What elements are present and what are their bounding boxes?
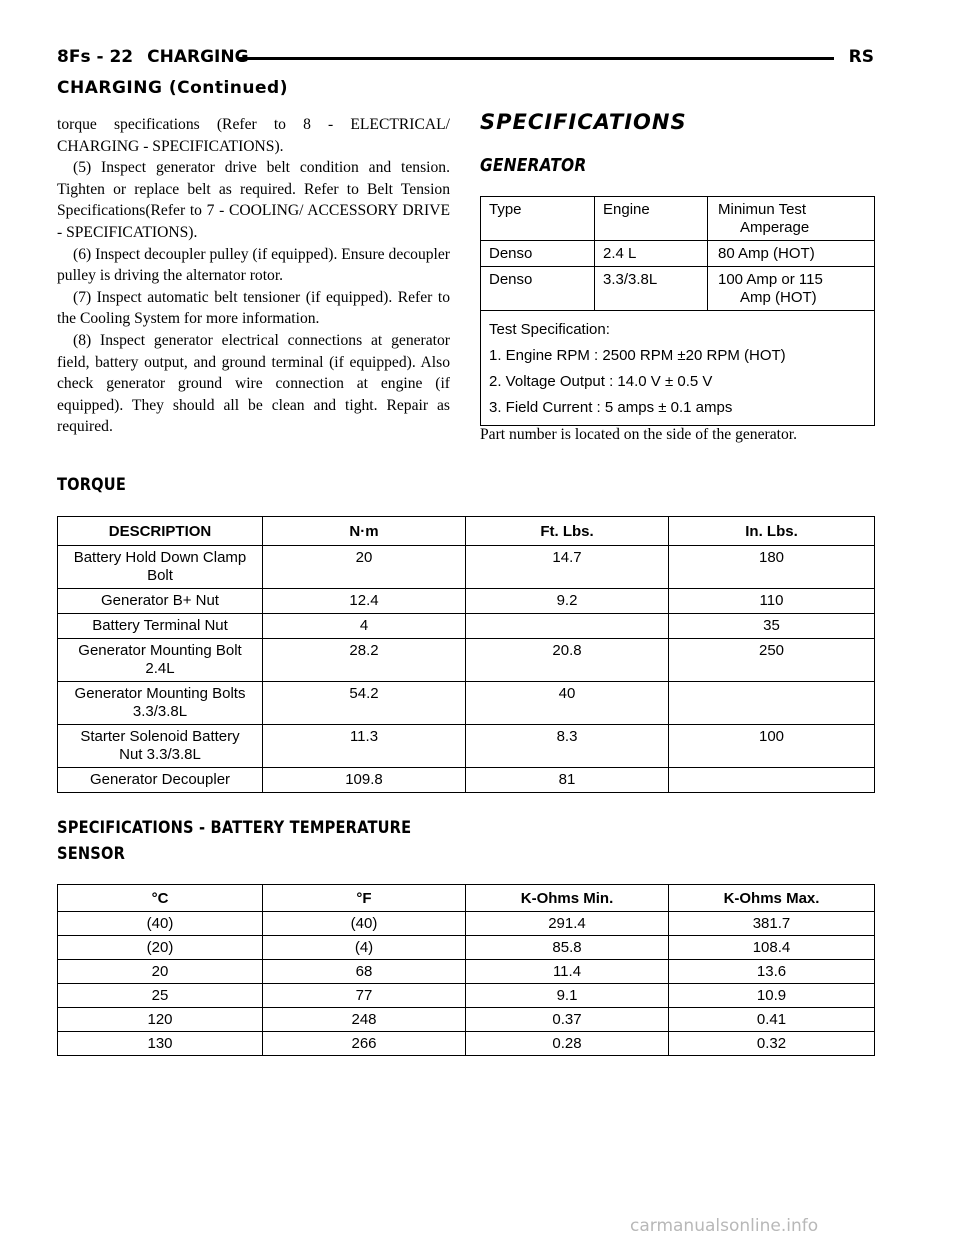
cell-line: Generator Mounting Bolts	[74, 685, 246, 702]
cell-line: 2.4L	[145, 660, 175, 677]
table-cell	[58, 546, 263, 589]
spec-line: Test Specification:	[489, 321, 610, 338]
table-row	[481, 267, 875, 311]
table-cell: 20.8	[466, 639, 669, 682]
table-cell: 0.41	[669, 1008, 875, 1032]
table-cell: 250	[669, 639, 875, 682]
table-row	[58, 614, 875, 639]
table-header-row	[58, 885, 875, 912]
table-cell	[58, 639, 263, 682]
table-cell: 28.2	[263, 639, 466, 682]
table-cell: Type	[481, 197, 595, 241]
column-header: K-Ohms Min.	[466, 885, 669, 912]
table-cell	[708, 267, 875, 311]
table-cell: 11.4	[466, 960, 669, 984]
table-cell: 8.3	[466, 725, 669, 768]
table-cell: 248	[263, 1008, 466, 1032]
cell-line: Nut 3.3/3.8L	[119, 746, 201, 763]
table-cell: 12.4	[263, 589, 466, 614]
table-cell: 81	[466, 768, 669, 793]
spec-line: 1. Engine RPM : 2500 RPM ±20 RPM (HOT)	[489, 347, 786, 364]
column-header: N·m	[263, 517, 466, 546]
table-cell: 14.7	[466, 546, 669, 589]
table-cell: 381.7	[669, 912, 875, 936]
paragraph: torque specifications (Refer to 8 - ELECTRICAL/ CHARGING - SPECIFICATIONS).	[57, 116, 450, 155]
table-cell: 77	[263, 984, 466, 1008]
paragraph: (6) Inspect decoupler pulley (if equipped). Ensure decoupler pulley is driving the alternator rotor.	[57, 245, 450, 285]
table-cell: 10.9	[669, 984, 875, 1008]
table-row	[58, 936, 875, 960]
column-header: DESCRIPTION	[58, 517, 263, 546]
torque-heading: TORQUE	[57, 475, 126, 495]
column-header: °F	[263, 885, 466, 912]
paragraph: (8) Inspect generator electrical connections at generator field, battery output, and ground terminal (if equipped). Also check generator ground wire connection at engine (if equipped). They should all be clean and tight. Repair as required.	[57, 331, 450, 436]
table-cell: 3.3/3.8L	[595, 267, 708, 311]
table-cell: 54.2	[263, 682, 466, 725]
table-cell: 80 Amp (HOT)	[708, 241, 875, 267]
table-cell: 85.8	[466, 936, 669, 960]
table-cell: 20	[58, 960, 263, 984]
table-cell: Engine	[595, 197, 708, 241]
table-cell: Generator B+ Nut	[58, 589, 263, 614]
column-header: °C	[58, 885, 263, 912]
table-cell: 291.4	[466, 912, 669, 936]
table-cell: 0.32	[669, 1032, 875, 1056]
table-cell: (4)	[263, 936, 466, 960]
table-cell: 0.28	[466, 1032, 669, 1056]
table-cell: 20	[263, 546, 466, 589]
table-row	[58, 639, 875, 682]
table-cell: Denso	[481, 241, 595, 267]
table-cell: 180	[669, 546, 875, 589]
header-left	[57, 47, 249, 67]
table-cell: 0.37	[466, 1008, 669, 1032]
header-rule	[237, 57, 834, 60]
table-row	[58, 725, 875, 768]
cell-line: Minimun Test	[718, 201, 807, 218]
table-row	[58, 1008, 875, 1032]
continued-heading: CHARGING (Continued)	[57, 78, 288, 98]
table-cell	[481, 311, 875, 426]
table-cell: 266	[263, 1032, 466, 1056]
table-row	[58, 1032, 875, 1056]
table-row	[58, 984, 875, 1008]
cell-line: Starter Solenoid Battery	[80, 728, 240, 745]
table-cell: 9.2	[466, 589, 669, 614]
table-cell: 2.4 L	[595, 241, 708, 267]
generator-note: Part number is located on the side of the generator.	[480, 426, 797, 443]
table-cell	[669, 682, 875, 725]
table-cell	[669, 768, 875, 793]
table-row	[58, 768, 875, 793]
heading-line: SPECIFICATIONS - BATTERY TEMPERATURE	[57, 818, 412, 838]
table-cell: 13.6	[669, 960, 875, 984]
table-cell: 35	[669, 614, 875, 639]
torque-table	[57, 516, 875, 793]
table-row	[481, 241, 875, 267]
table-cell: (40)	[263, 912, 466, 936]
generator-table	[480, 196, 875, 426]
table-row	[58, 546, 875, 589]
table-cell: 11.3	[263, 725, 466, 768]
header-tag: RS	[848, 47, 874, 67]
table-cell	[466, 614, 669, 639]
table-cell: (40)	[58, 912, 263, 936]
page-header	[57, 47, 874, 73]
table-cell: 100	[669, 725, 875, 768]
table-header-row	[58, 517, 875, 546]
table-row	[58, 682, 875, 725]
table-cell: 120	[58, 1008, 263, 1032]
column-header: K-Ohms Max.	[669, 885, 875, 912]
generator-heading: GENERATOR	[480, 155, 587, 176]
table-cell: 68	[263, 960, 466, 984]
table-cell: 25	[58, 984, 263, 1008]
table-header-row	[481, 197, 875, 241]
table-row	[58, 960, 875, 984]
table-cell: (20)	[58, 936, 263, 960]
column-header: In. Lbs.	[669, 517, 875, 546]
battery-sensor-table	[57, 884, 875, 1056]
spec-line: 2. Voltage Output : 14.0 V ± 0.5 V	[489, 373, 713, 390]
left-column-text	[57, 114, 450, 438]
table-cell: Generator Decoupler	[58, 768, 263, 793]
cell-line: 3.3/3.8L	[132, 703, 188, 720]
spec-line: 3. Field Current : 5 amps ± 0.1 amps	[489, 399, 733, 416]
specifications-heading: SPECIFICATIONS	[480, 110, 687, 134]
paragraph: (5) Inspect generator drive belt condition and tension. Tighten or replace belt as required. Refer to Belt Tension Specifications(Refer to 7 - COOLING/ ACCESSORY DRIVE - SPECIFICATIONS).	[57, 159, 450, 241]
table-cell: 130	[58, 1032, 263, 1056]
cell-line: Amp (HOT)	[740, 289, 817, 306]
paragraph: (7) Inspect automatic belt tensioner (if equipped). Refer to the Cooling System for more information.	[57, 288, 450, 328]
watermark: carmanualsonline.info	[630, 1216, 819, 1236]
table-cell: Battery Terminal Nut	[58, 614, 263, 639]
table-row	[58, 589, 875, 614]
cell-line: Amperage	[740, 219, 810, 236]
section-title: CHARGING	[147, 47, 249, 67]
battery-sensor-heading	[57, 815, 411, 867]
test-specification-row	[481, 311, 875, 426]
cell-line: Generator Mounting Bolt	[78, 642, 242, 659]
table-cell: 40	[466, 682, 669, 725]
table-cell: Denso	[481, 267, 595, 311]
table-row	[58, 912, 875, 936]
table-cell: 109.8	[263, 768, 466, 793]
column-header: Ft. Lbs.	[466, 517, 669, 546]
table-cell	[58, 682, 263, 725]
table-cell: 108.4	[669, 936, 875, 960]
table-cell: 4	[263, 614, 466, 639]
table-cell	[58, 725, 263, 768]
heading-line: SENSOR	[57, 844, 126, 864]
table-cell: 110	[669, 589, 875, 614]
cell-line: Battery Hold Down Clamp	[73, 549, 247, 566]
cell-line: Bolt	[147, 567, 173, 584]
cell-line: 100 Amp or 115	[718, 271, 823, 288]
table-cell: 9.1	[466, 984, 669, 1008]
page-number: 8Fs - 22	[57, 47, 134, 67]
table-cell	[708, 197, 875, 241]
